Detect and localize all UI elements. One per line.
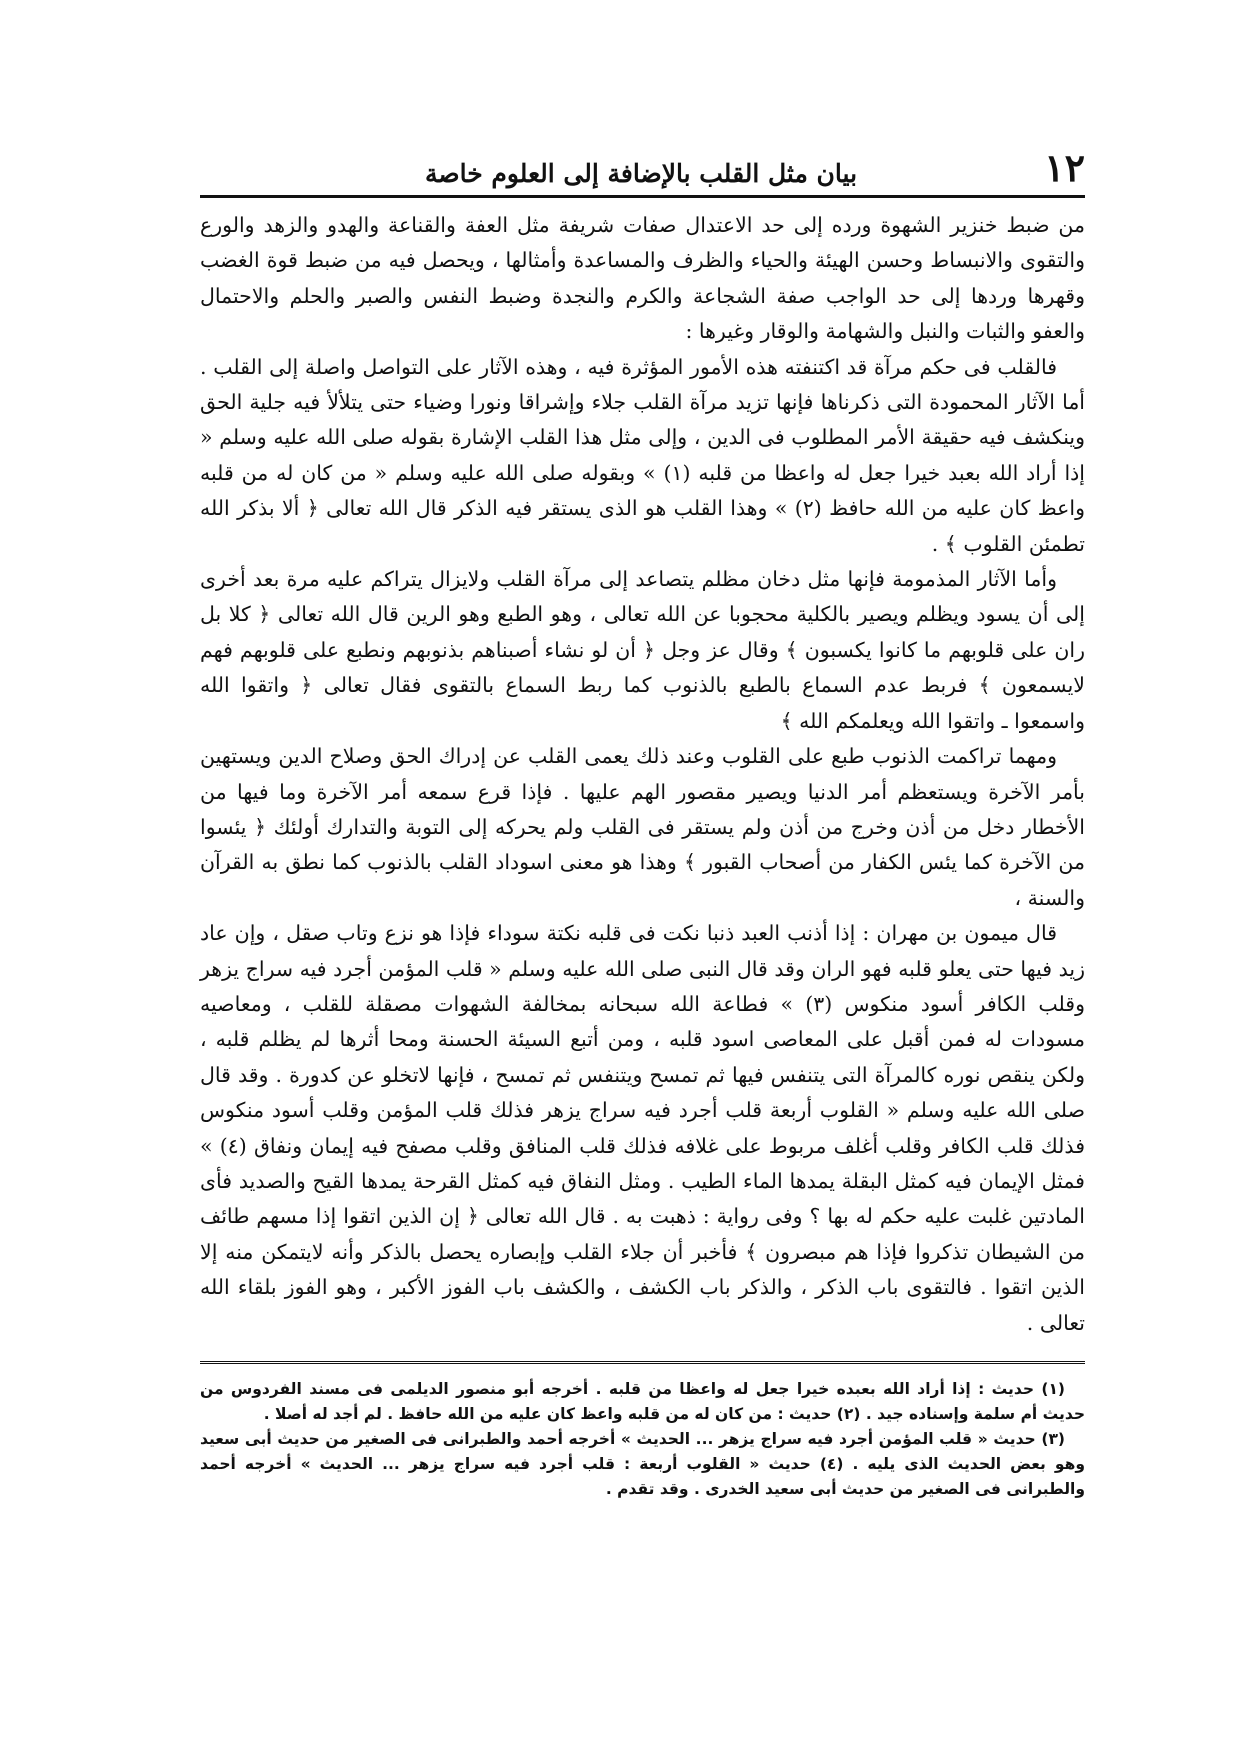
paragraph-2: فالقلب فى حكم مرآة قد اكتنفته هذه الأمور المؤثرة فيه ، وهذه الآثار على التواصل واصلة إلى القلب . أما الآثار المحمودة التى ذكرناها فإنها تزيد مرآة القلب جلاء وإشراقا ونورا وضياء حتى يتلألأ فيه جلية الحق وينكشف فيه حقيقة الأمر المطلوب فى الدين ، وإلى مثل هذا القلب الإشارة بقوله صلى الله عليه وسلم « إذا أراد الله بعبد خيرا جعل له واعظا من قلبه (١) » وبقوله صلى الله عليه وسلم « من كان له من قلبه واعظ كان عليه من الله حافظ (٢) » وهذا القلب هو الذى يستقر فيه الذكر قال الله تعالى ﴿ ألا بذكر الله تطمئن القلوب ﴾ .: [200, 354, 1086, 556]
footnotes: [200, 1377, 1085, 1502]
paragraph-4: ومهما تراكمت الذنوب طبع على القلوب وعند ذلك يعمى القلب عن إدراك الحق وصلاح الدين ويستهين بأمر الآخرة ويستعظم أمر الدنيا ويصير مقصور الهم عليها . فإذا قرع سمعه أمر الآخرة وما فيها من الأخطار دخل من أذن وخرج من أذن ولم يستقر فى القلب ولم يحركه إلى التوبة والتدارك أولئك ﴿ يئسوا من الآخرة كما يئس الكفار من أصحاب القبور ﴾ وهذا هو معنى اسوداد القلب بالذنوب كما نطق به القرآن والسنة ،: [200, 744, 1085, 910]
footnote-1-2: (١) حديث : إذا أراد الله بعبده خيرا جعل له واعظا من قلبه . أخرجه أبو منصور الديلمى فى مسند الفردوس من حديث أم سلمة وإسناده جيد . (٢) حديث : من كان له من قلبه واعظ كان عليه من الله حافظ . لم أجد له أصلا .: [200, 1380, 1085, 1423]
paragraph-5: قال ميمون بن مهران : إذا أذنب العبد ذنبا نكت فى قلبه نكتة سوداء فإذا هو نزع وتاب صقل ، وإن عاد زيد فيها حتى يعلو قلبه فهو الران وقد قال النبى صلى الله عليه وسلم « قلب المؤمن أجرد فيه سراج يزهر وقلب الكافر أسود منكوس (٣) » فطاعة الله سبحانه بمخالفة الشهوات مصقلة للقلب ، ومعاصيه مسودات له فمن أقبل على المعاصى اسود قلبه ، ومن أتبع السيئة الحسنة ومحا أثرها لم يظلم قلبه ، ولكن ينقص نوره كالمرآة التى يتنفس فيها ثم تمسح ويتنفس ثم تمسح ، فإنها لاتخلو عن كدورة . وقد قال صلى الله عليه وسلم « القلوب أربعة قلب أجرد فيه سراج يزهر فذلك قلب المؤمن وقلب أسود منكوس فذلك قلب الكافر وقلب أغلف مربوط على غلافه فذلك قلب المنافق وقلب مصفح فيه إيمان ونفاق (٤) » فمثل الإيمان فيه كمثل البقلة يمدها الماء الطيب . ومثل النفاق فيه كمثل القرحة يمدها القيح والصديد فأى المادتين غلبت عليه حكم له بها ؟ وفى رواية : ذهبت به . قال الله تعالى ﴿ إن الذين اتقوا إذا مسهم طائف من الشيطان تذكروا فإذا هم مبصرون ﴾ فأخبر أن جلاء القلب وإبصاره يحصل بالذكر وأنه لايتمكن منه إلا الذين اتقوا . فالتقوى باب الذكر ، والذكر باب الكشف ، والكشف باب الفوز الأكبر ، وهو الفوز بلقاء الله تعالى .: [200, 921, 1085, 1335]
page-header: [200, 135, 1085, 190]
footnote-rule: [200, 1361, 1085, 1367]
paragraph-1: من ضبط خنزير الشهوة ورده إلى حد الاعتدال صفات شريفة مثل العفة والقناعة والهدو والزهد والورع والتقوى والانبساط وحسن الهيئة والحياء والظرف والمساعدة وأمثالها ، ويحصل فيه من ضبط قوة الغضب وقهرها وردها إلى حد الواجب صفة الشجاعة والكرم والنجدة وضبط النفس والصبر والحلم والاحتمال والعفو والثبات والنبل والشهامة والوقار وغيرها :: [200, 213, 1085, 344]
header-rule: [200, 195, 1085, 198]
book-page: [200, 135, 1085, 1502]
main-text: [200, 208, 1085, 1341]
running-title: بيان مثل القلب بالإضافة إلى العلوم خاصة: [425, 158, 858, 188]
paragraph-3: وأما الآثار المذمومة فإنها مثل دخان مظلم يتصاعد إلى مرآة القلب ولايزال يتراكم عليه مرة بعد أخرى إلى أن يسود ويظلم ويصير بالكلية محجوبا عن الله تعالى ، وهو الطبع وهو الرين قال الله تعالى ﴿ كلا بل ران على قلوبهم ما كانوا يكسبون ﴾ وقال عز وجل ﴿ أن لو نشاء أصبناهم بذنوبهم ونطبع على قلوبهم فهم لايسمعون ﴾ فربط عدم السماع بالطبع بالذنوب كما ربط السماع بالتقوى فقال تعالى ﴿ واتقوا الله واسمعوا ـ واتقوا الله ويعلمكم الله ﴾: [200, 567, 1085, 733]
footnote-3-4: (٣) حديث « قلب المؤمن أجرد فيه سراج يزهر ... الحديث » أخرجه أحمد والطبرانى فى الصغير من حديث أبى سعيد وهو بعض الحديث الذى يليه . (٤) حديث « القلوب أربعة : قلب أجرد فيه سراج يزهر ... الحديث » أخرجه أحمد والطبرانى فى الصغير من حديث أبى سعيد الخدرى . وقد تقدم .: [200, 1430, 1085, 1498]
page-number: ١٢: [1044, 145, 1085, 190]
